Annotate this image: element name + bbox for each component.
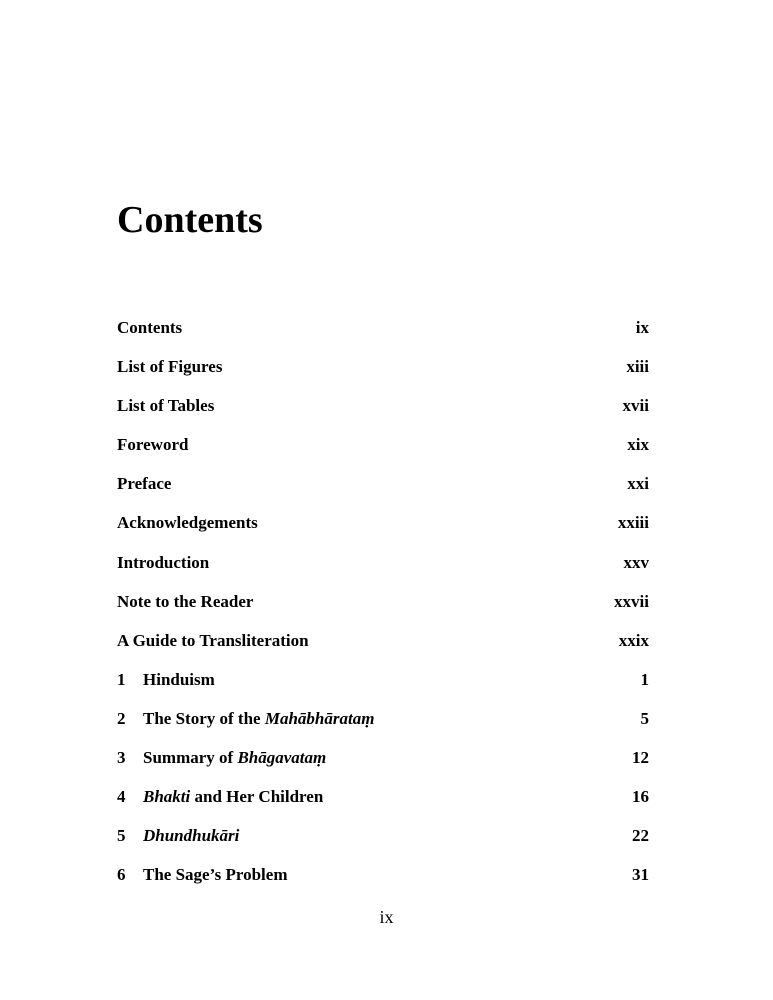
table-of-contents [117,308,649,894]
chapter-number: 5 [117,826,126,846]
toc-entry-title: Introduction [117,552,210,572]
toc-entry-title: Acknowledgements [117,513,258,533]
toc-entry-title-text: Summary of [143,748,238,768]
toc-entry-transliteration-guide[interactable] [117,621,649,660]
toc-entry-title: Note to the Reader [117,591,254,611]
toc-entry-page: 1 [640,669,649,689]
toc-entry-page: 5 [640,708,649,728]
toc-entry-chapter-2[interactable] [117,699,649,738]
toc-entry-contents[interactable] [117,308,649,347]
chapter-number: 2 [117,708,126,728]
toc-entry-page: ix [635,318,649,337]
toc-entry-preface[interactable] [117,464,649,503]
toc-entry-title [143,777,323,816]
toc-entry-title: List of Figures [117,357,223,377]
toc-entry-title-italic: Dhundhukāri [143,826,240,846]
toc-entry-page: xvii [622,396,649,416]
toc-entry-title: Hinduism [143,669,215,689]
toc-entry-title: List of Tables [117,396,215,416]
page-title: Contents [117,199,263,241]
toc-entry-heading [117,660,215,699]
toc-entry-title-text: and Her Children [190,787,324,807]
toc-entry-heading [117,777,323,816]
toc-entry-foreword[interactable] [117,425,649,464]
toc-entry-heading [117,699,374,738]
toc-entry-page: 16 [632,787,649,807]
toc-entry-heading [117,738,326,777]
toc-entry-page: 12 [632,748,649,768]
toc-entry-introduction[interactable] [117,543,649,582]
chapter-number: 6 [117,865,126,885]
page-number: ix [379,907,394,927]
toc-entry-page: xiii [626,357,649,377]
toc-entry-page: xxix [618,630,649,650]
toc-entry-page: 31 [632,865,649,885]
toc-entry-title-italic: Mahābhārataṃ [264,708,375,728]
toc-entry-chapter-6[interactable] [117,855,649,894]
toc-entry-chapter-3[interactable] [117,738,649,777]
toc-entry-heading [117,816,239,855]
toc-entry-page: xxv [623,552,649,572]
toc-entry-page: 22 [632,826,649,846]
toc-entry-title: Foreword [117,435,189,455]
toc-entry-title [143,699,374,738]
toc-entry-chapter-5[interactable] [117,816,649,855]
chapter-number: 3 [117,748,126,768]
toc-entry-list-of-figures[interactable] [117,347,649,386]
toc-entry-title-italic: Bhāgavataṃ [237,748,327,768]
toc-entry-page: xix [627,435,649,455]
toc-entry-acknowledgements[interactable] [117,503,649,542]
toc-entry-title: Contents [117,318,183,337]
toc-entry-title-text: The Story of the [143,708,265,728]
toc-entry-title-italic: Bhakti [143,787,191,807]
toc-entry-page: xxi [627,474,649,494]
toc-entry-note-to-reader[interactable] [117,582,649,621]
toc-entry-page: xxvii [614,591,649,611]
toc-entry-title: Preface [117,474,172,494]
toc-entry-chapter-1[interactable] [117,660,649,699]
toc-entry-list-of-tables[interactable] [117,386,649,425]
toc-entry-title [143,738,326,777]
toc-entry-title: The Sage’s Problem [143,865,288,885]
chapter-number: 1 [117,669,126,689]
toc-entry-chapter-4[interactable] [117,777,649,816]
toc-entry-heading [117,855,288,894]
toc-entry-page: xxiii [617,513,649,533]
toc-entry-title: A Guide to Transliteration [117,630,309,650]
chapter-number: 4 [117,787,126,807]
